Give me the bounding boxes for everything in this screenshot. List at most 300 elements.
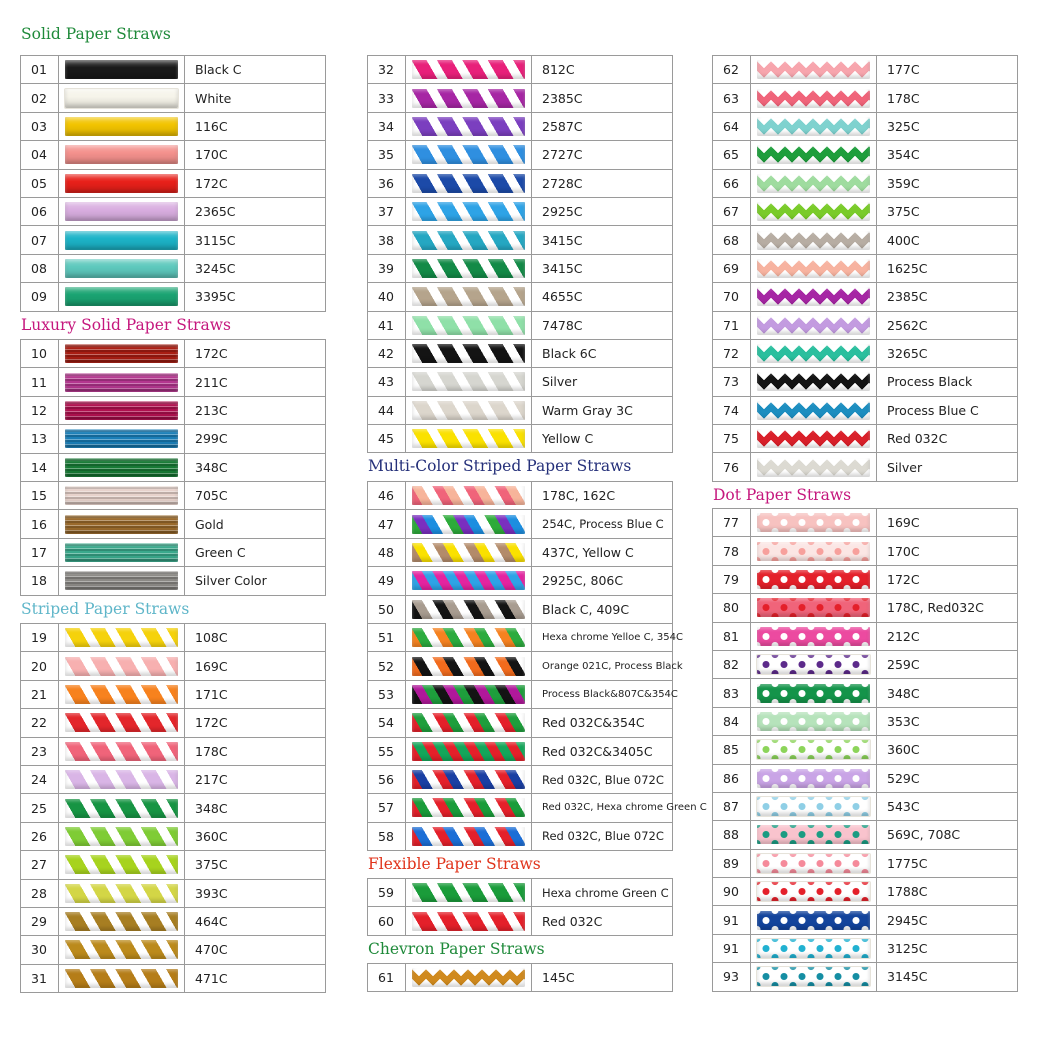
swatch-cell bbox=[751, 622, 877, 650]
item-number: 63 bbox=[713, 84, 751, 112]
color-code: Red 032C&354C bbox=[532, 709, 673, 737]
color-code: 145C bbox=[532, 964, 673, 992]
swatch-cell bbox=[59, 964, 185, 992]
swatch-cell bbox=[406, 283, 532, 311]
swatch-cell bbox=[751, 736, 877, 764]
swatch-cell bbox=[406, 339, 532, 367]
color-code: 393C bbox=[185, 879, 326, 907]
item-number: 07 bbox=[21, 226, 59, 254]
color-code: 170C bbox=[185, 141, 326, 169]
item-number: 49 bbox=[368, 567, 406, 595]
dot-straws-table bbox=[712, 508, 1018, 992]
table-row bbox=[713, 112, 1018, 140]
swatch-cell bbox=[406, 964, 532, 992]
item-number: 19 bbox=[21, 624, 59, 652]
straw-swatch-stripe bbox=[65, 969, 178, 988]
straw-swatch-chevron bbox=[757, 117, 870, 136]
straw-swatch-stripe bbox=[65, 855, 178, 874]
item-number: 18 bbox=[21, 567, 59, 595]
color-code: 211C bbox=[185, 368, 326, 396]
color-code: 7478C bbox=[532, 311, 673, 339]
color-code: 437C, Yellow C bbox=[532, 538, 673, 566]
item-number: 33 bbox=[368, 84, 406, 112]
straw-swatch-chevron bbox=[412, 968, 525, 987]
item-number: 06 bbox=[21, 197, 59, 225]
straw-swatch-dot bbox=[757, 684, 870, 703]
table-row bbox=[713, 792, 1018, 820]
table-row bbox=[368, 112, 673, 140]
color-code: 2385C bbox=[532, 84, 673, 112]
heading-flexible-paper-straws: Flexible Paper Straws bbox=[368, 855, 541, 873]
straw-swatch-stripe bbox=[412, 344, 525, 363]
item-number: 90 bbox=[713, 878, 751, 906]
color-code: 3245C bbox=[185, 254, 326, 282]
swatch-cell bbox=[406, 197, 532, 225]
table-row bbox=[713, 906, 1018, 934]
swatch-cell bbox=[59, 112, 185, 140]
straw-swatch-metal bbox=[65, 429, 178, 448]
table-row bbox=[21, 964, 326, 992]
swatch-cell bbox=[751, 821, 877, 849]
straw-swatch-dot bbox=[757, 825, 870, 844]
straw-swatch-solid bbox=[65, 89, 178, 108]
swatch-cell bbox=[59, 368, 185, 396]
color-code: 1775C bbox=[877, 849, 1018, 877]
color-code: 178C bbox=[185, 737, 326, 765]
swatch-cell bbox=[751, 453, 877, 481]
flexible-straws-table bbox=[367, 878, 673, 936]
table-row bbox=[368, 169, 673, 197]
color-code: 348C bbox=[877, 679, 1018, 707]
swatch-cell bbox=[751, 283, 877, 311]
table-row bbox=[21, 538, 326, 566]
swatch-cell bbox=[406, 822, 532, 850]
table-row bbox=[21, 453, 326, 481]
straw-swatch-dot bbox=[757, 542, 870, 561]
straw-swatch-stripe bbox=[412, 89, 525, 108]
swatch-cell bbox=[59, 226, 185, 254]
color-code: 375C bbox=[185, 851, 326, 879]
table-row bbox=[368, 964, 673, 992]
table-row bbox=[713, 963, 1018, 991]
swatch-cell bbox=[59, 907, 185, 935]
item-number: 79 bbox=[713, 565, 751, 593]
color-code: 3415C bbox=[532, 254, 673, 282]
heading-multi-color-striped-paper-straws: Multi-Color Striped Paper Straws bbox=[368, 457, 632, 475]
luxury-straws-table bbox=[20, 339, 326, 596]
table-row bbox=[713, 396, 1018, 424]
swatch-cell bbox=[406, 482, 532, 510]
table-row bbox=[368, 623, 673, 651]
straw-swatch-solid bbox=[65, 117, 178, 136]
straw-swatch-dot bbox=[757, 740, 870, 759]
swatch-cell bbox=[751, 594, 877, 622]
swatch-cell bbox=[59, 936, 185, 964]
swatch-cell bbox=[406, 141, 532, 169]
item-number: 08 bbox=[21, 254, 59, 282]
swatch-cell bbox=[406, 254, 532, 282]
straw-swatch-stripe bbox=[412, 202, 525, 221]
color-code: 569C, 708C bbox=[877, 821, 1018, 849]
color-code: 172C bbox=[877, 565, 1018, 593]
table-row bbox=[713, 849, 1018, 877]
color-code: Hexa chrome Yelloe C, 354C bbox=[532, 623, 673, 651]
straw-swatch-stripe bbox=[412, 145, 525, 164]
straw-swatch-solid bbox=[65, 202, 178, 221]
color-code: 169C bbox=[185, 652, 326, 680]
item-number: 11 bbox=[21, 368, 59, 396]
item-number: 34 bbox=[368, 112, 406, 140]
straw-swatch-stripe bbox=[65, 827, 178, 846]
straw-swatch-dot bbox=[757, 769, 870, 788]
straw-swatch-multi bbox=[412, 742, 525, 761]
swatch-cell bbox=[406, 680, 532, 708]
table-row bbox=[368, 283, 673, 311]
item-number: 47 bbox=[368, 510, 406, 538]
color-code: 529C bbox=[877, 764, 1018, 792]
table-row bbox=[368, 396, 673, 424]
color-code: Silver bbox=[877, 453, 1018, 481]
color-code: Warm Gray 3C bbox=[532, 396, 673, 424]
item-number: 39 bbox=[368, 254, 406, 282]
table-row bbox=[713, 84, 1018, 112]
color-code: 2925C bbox=[532, 197, 673, 225]
table-row bbox=[21, 709, 326, 737]
item-number: 31 bbox=[21, 964, 59, 992]
straw-swatch-stripe bbox=[412, 912, 525, 931]
swatch-cell bbox=[751, 792, 877, 820]
color-code: 705C bbox=[185, 481, 326, 509]
item-number: 78 bbox=[713, 537, 751, 565]
swatch-cell bbox=[59, 765, 185, 793]
table-row bbox=[21, 368, 326, 396]
swatch-cell bbox=[59, 141, 185, 169]
item-number: 74 bbox=[713, 396, 751, 424]
table-row bbox=[21, 936, 326, 964]
table-row bbox=[713, 226, 1018, 254]
item-number: 37 bbox=[368, 197, 406, 225]
item-number: 73 bbox=[713, 368, 751, 396]
item-number: 68 bbox=[713, 226, 751, 254]
item-number: 36 bbox=[368, 169, 406, 197]
straw-swatch-multi bbox=[412, 543, 525, 562]
item-number: 65 bbox=[713, 141, 751, 169]
swatch-cell bbox=[406, 396, 532, 424]
multi-color-straws-table bbox=[367, 481, 707, 851]
color-code: Yellow C bbox=[532, 425, 673, 453]
straw-swatch-metal bbox=[65, 571, 178, 590]
color-code: 171C bbox=[185, 680, 326, 708]
item-number: 77 bbox=[713, 509, 751, 537]
item-number: 48 bbox=[368, 538, 406, 566]
item-number: 35 bbox=[368, 141, 406, 169]
straw-swatch-dot bbox=[757, 627, 870, 646]
item-number: 53 bbox=[368, 680, 406, 708]
swatch-cell bbox=[406, 794, 532, 822]
color-code: Black 6C bbox=[532, 339, 673, 367]
swatch-cell bbox=[59, 794, 185, 822]
swatch-cell bbox=[406, 425, 532, 453]
table-row bbox=[368, 141, 673, 169]
color-code: 169C bbox=[877, 509, 1018, 537]
straw-swatch-stripe bbox=[412, 231, 525, 250]
swatch-cell bbox=[406, 765, 532, 793]
color-code: Process Blue C bbox=[877, 396, 1018, 424]
color-code: 464C bbox=[185, 907, 326, 935]
straw-swatch-stripe bbox=[412, 287, 525, 306]
color-code: 2365C bbox=[185, 197, 326, 225]
color-code: 3265C bbox=[877, 339, 1018, 367]
color-code: 471C bbox=[185, 964, 326, 992]
solid-straws-table bbox=[20, 55, 326, 312]
straw-swatch-dot bbox=[757, 967, 870, 986]
heading-dot-paper-straws: Dot Paper Straws bbox=[713, 486, 852, 504]
color-code: 2562C bbox=[877, 311, 1018, 339]
swatch-cell bbox=[406, 567, 532, 595]
item-number: 03 bbox=[21, 112, 59, 140]
color-code: 400C bbox=[877, 226, 1018, 254]
swatch-cell bbox=[59, 84, 185, 112]
straw-swatch-chevron bbox=[757, 174, 870, 193]
straw-swatch-metal bbox=[65, 515, 178, 534]
table-row bbox=[21, 851, 326, 879]
straw-swatch-dot bbox=[757, 570, 870, 589]
swatch-cell bbox=[59, 567, 185, 595]
table-row bbox=[368, 339, 673, 367]
color-code: Process Black&807C&354C bbox=[532, 680, 673, 708]
straw-swatch-multi bbox=[412, 685, 525, 704]
swatch-cell bbox=[59, 425, 185, 453]
swatch-cell bbox=[59, 709, 185, 737]
table-row bbox=[713, 339, 1018, 367]
swatch-cell bbox=[406, 226, 532, 254]
color-code: Orange 021C, Process Black bbox=[532, 652, 673, 680]
color-code: 172C bbox=[185, 169, 326, 197]
color-code: 2385C bbox=[877, 283, 1018, 311]
swatch-cell bbox=[59, 737, 185, 765]
chevron-straws-table-2 bbox=[712, 55, 1018, 482]
table-row bbox=[21, 425, 326, 453]
swatch-cell bbox=[751, 707, 877, 735]
straw-swatch-stripe bbox=[65, 657, 178, 676]
swatch-cell bbox=[59, 851, 185, 879]
color-code: 543C bbox=[877, 792, 1018, 820]
color-code: 325C bbox=[877, 112, 1018, 140]
color-code: 2728C bbox=[532, 169, 673, 197]
table-row bbox=[21, 652, 326, 680]
item-number: 51 bbox=[368, 623, 406, 651]
item-number: 05 bbox=[21, 169, 59, 197]
straw-swatch-stripe bbox=[65, 770, 178, 789]
table-row bbox=[368, 197, 673, 225]
straw-swatch-dot bbox=[757, 655, 870, 674]
swatch-cell bbox=[751, 339, 877, 367]
color-code: 3395C bbox=[185, 283, 326, 311]
swatch-cell bbox=[59, 879, 185, 907]
item-number: 02 bbox=[21, 84, 59, 112]
table-row bbox=[21, 510, 326, 538]
swatch-cell bbox=[406, 84, 532, 112]
swatch-cell bbox=[406, 368, 532, 396]
item-number: 46 bbox=[368, 482, 406, 510]
table-row bbox=[713, 934, 1018, 962]
swatch-cell bbox=[751, 425, 877, 453]
color-code: 254C, Process Blue C bbox=[532, 510, 673, 538]
swatch-cell bbox=[751, 311, 877, 339]
table-row bbox=[21, 680, 326, 708]
swatch-cell bbox=[751, 878, 877, 906]
swatch-cell bbox=[751, 368, 877, 396]
straw-swatch-solid bbox=[65, 174, 178, 193]
item-number: 15 bbox=[21, 481, 59, 509]
straw-swatch-multi bbox=[412, 770, 525, 789]
item-number: 24 bbox=[21, 765, 59, 793]
table-row bbox=[21, 56, 326, 84]
straw-swatch-stripe bbox=[65, 628, 178, 647]
item-number: 70 bbox=[713, 283, 751, 311]
color-code: 299C bbox=[185, 425, 326, 453]
table-row bbox=[713, 650, 1018, 678]
item-number: 71 bbox=[713, 311, 751, 339]
item-number: 82 bbox=[713, 650, 751, 678]
color-code: 2587C bbox=[532, 112, 673, 140]
swatch-cell bbox=[59, 56, 185, 84]
table-row bbox=[368, 84, 673, 112]
swatch-cell bbox=[751, 84, 877, 112]
color-code: 178C, 162C bbox=[532, 482, 673, 510]
straw-swatch-chevron bbox=[757, 344, 870, 363]
table-row bbox=[713, 169, 1018, 197]
item-number: 44 bbox=[368, 396, 406, 424]
swatch-cell bbox=[59, 510, 185, 538]
straw-swatch-stripe bbox=[412, 174, 525, 193]
table-row bbox=[713, 283, 1018, 311]
item-number: 41 bbox=[368, 311, 406, 339]
color-code: 3145C bbox=[877, 963, 1018, 991]
color-code: Process Black bbox=[877, 368, 1018, 396]
straw-swatch-stripe bbox=[412, 60, 525, 79]
swatch-cell bbox=[59, 624, 185, 652]
table-row bbox=[368, 482, 673, 510]
swatch-cell bbox=[59, 481, 185, 509]
item-number: 60 bbox=[368, 907, 406, 935]
straw-swatch-multi bbox=[412, 515, 525, 534]
color-code: 360C bbox=[185, 822, 326, 850]
straw-swatch-solid bbox=[65, 145, 178, 164]
item-number: 81 bbox=[713, 622, 751, 650]
item-number: 32 bbox=[368, 56, 406, 84]
color-code: 1788C bbox=[877, 878, 1018, 906]
color-code: White bbox=[185, 84, 326, 112]
item-number: 23 bbox=[21, 737, 59, 765]
table-row bbox=[368, 822, 673, 850]
straw-swatch-stripe bbox=[412, 117, 525, 136]
item-number: 80 bbox=[713, 594, 751, 622]
item-number: 29 bbox=[21, 907, 59, 935]
item-number: 93 bbox=[713, 963, 751, 991]
straw-swatch-stripe bbox=[412, 883, 525, 902]
straw-swatch-chevron bbox=[757, 316, 870, 335]
table-row bbox=[21, 226, 326, 254]
table-row bbox=[368, 425, 673, 453]
table-row bbox=[368, 794, 673, 822]
table-row bbox=[21, 169, 326, 197]
item-number: 14 bbox=[21, 453, 59, 481]
table-row bbox=[368, 652, 673, 680]
table-row bbox=[713, 509, 1018, 537]
table-row bbox=[21, 396, 326, 424]
color-code: 2945C bbox=[877, 906, 1018, 934]
item-number: 27 bbox=[21, 851, 59, 879]
chevron-straws-table bbox=[367, 963, 673, 992]
swatch-cell bbox=[59, 538, 185, 566]
straw-swatch-metal bbox=[65, 486, 178, 505]
item-number: 01 bbox=[21, 56, 59, 84]
table-row bbox=[21, 254, 326, 282]
swatch-cell bbox=[751, 537, 877, 565]
table-row bbox=[713, 311, 1018, 339]
color-code: 1625C bbox=[877, 254, 1018, 282]
color-code: Gold bbox=[185, 510, 326, 538]
swatch-cell bbox=[59, 822, 185, 850]
swatch-cell bbox=[406, 169, 532, 197]
item-number: 89 bbox=[713, 849, 751, 877]
swatch-cell bbox=[406, 595, 532, 623]
swatch-cell bbox=[59, 197, 185, 225]
item-number: 76 bbox=[713, 453, 751, 481]
striped-straws-table bbox=[20, 623, 326, 993]
swatch-cell bbox=[751, 679, 877, 707]
swatch-cell bbox=[751, 254, 877, 282]
table-row bbox=[713, 425, 1018, 453]
straw-swatch-multi bbox=[412, 657, 525, 676]
item-number: 87 bbox=[713, 792, 751, 820]
item-number: 10 bbox=[21, 340, 59, 368]
swatch-cell bbox=[406, 879, 532, 907]
item-number: 84 bbox=[713, 707, 751, 735]
swatch-cell bbox=[59, 396, 185, 424]
swatch-cell bbox=[406, 112, 532, 140]
table-row bbox=[713, 197, 1018, 225]
straw-swatch-metal bbox=[65, 458, 178, 477]
item-number: 91 bbox=[713, 934, 751, 962]
item-number: 28 bbox=[21, 879, 59, 907]
swatch-cell bbox=[59, 283, 185, 311]
straw-swatch-chevron bbox=[757, 202, 870, 221]
table-row bbox=[713, 821, 1018, 849]
table-row bbox=[21, 907, 326, 935]
heading-solid-paper-straws: Solid Paper Straws bbox=[21, 25, 171, 43]
table-row bbox=[713, 453, 1018, 481]
swatch-cell bbox=[751, 226, 877, 254]
color-code: 213C bbox=[185, 396, 326, 424]
table-row bbox=[713, 141, 1018, 169]
table-row bbox=[21, 340, 326, 368]
table-row bbox=[368, 709, 673, 737]
item-number: 64 bbox=[713, 112, 751, 140]
straw-swatch-multi bbox=[412, 628, 525, 647]
color-code: 3415C bbox=[532, 226, 673, 254]
table-row bbox=[368, 510, 673, 538]
item-number: 69 bbox=[713, 254, 751, 282]
table-row bbox=[21, 84, 326, 112]
table-row bbox=[713, 254, 1018, 282]
straw-swatch-chevron bbox=[757, 458, 870, 477]
swatch-cell bbox=[751, 906, 877, 934]
swatch-cell bbox=[406, 907, 532, 935]
item-number: 50 bbox=[368, 595, 406, 623]
table-row bbox=[21, 737, 326, 765]
